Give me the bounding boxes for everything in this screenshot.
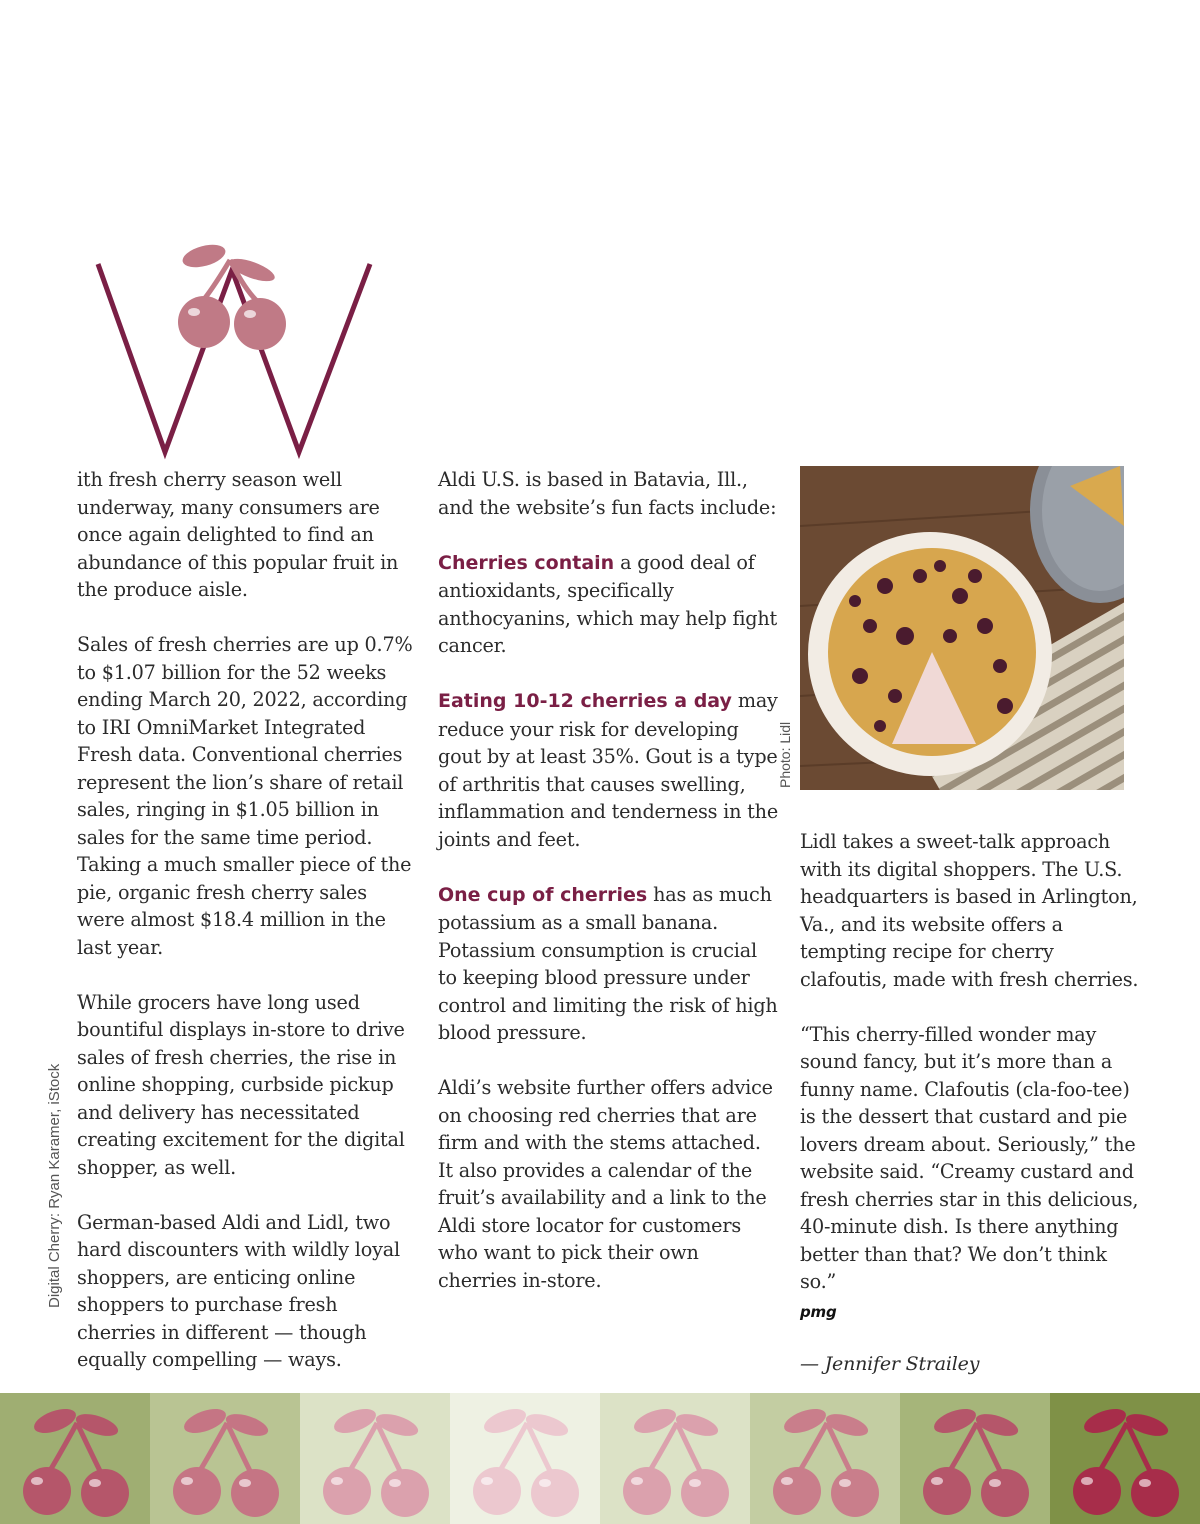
article-column-3 (800, 828, 1140, 1406)
byline: — Jennifer Strailey (800, 1352, 980, 1375)
paragraph: Sales of fresh cherries are up 0.7% to $1.07 billion for the 52 weeks ending March 20, 2022, according to IRI OmniMarket Integrated Fresh data. Conventional cherries represent the lion’s share of retail sales, ringing in $1.05 billion in sales for the same time period. Taking a much smaller piece of the pie, organic fresh cherry sales were almost $18.4 million in the last year. (77, 633, 413, 959)
fact-lead: Eating 10-12 cherries a day (438, 690, 732, 712)
fact-item (438, 549, 780, 660)
cherry-tile (300, 1393, 450, 1524)
clafoutis-photo (800, 466, 1124, 790)
cherry-icon (178, 241, 286, 350)
fact-lead: One cup of cherries (438, 883, 648, 906)
paragraph: While grocers have long used bountiful displays in-store to drive sales of fresh cherries, the rise in online shopping, curbside pickup and delivery has necessitated creating excitement for the digital shopper, as well. (77, 990, 405, 1179)
cherry-tile-strip (0, 1393, 1200, 1524)
cherry-tile (450, 1393, 600, 1524)
cherry-icon (165, 1399, 285, 1519)
fact-text: a good deal of antioxidants, specifically anthocyanins, which may help fight cancer. (438, 550, 778, 657)
dropcap-w-cherry (90, 240, 380, 460)
paragraph: ith fresh cherry season well underway, many consumers are once again delighted to find an abundance of this popular fruit in the produce aisle. (77, 468, 399, 601)
article-column-1 (77, 466, 413, 1401)
cherry-tile (600, 1393, 750, 1524)
cherry-icon (915, 1399, 1035, 1519)
cherry-icon (615, 1399, 735, 1519)
dropcap-letter-w (98, 264, 370, 452)
cherry-icon (1065, 1399, 1185, 1519)
paragraph: Lidl takes a sweet-talk approach with its digital shoppers. The U.S. headquarters is based in Arlington, Va., and its website offers a tempting recipe for cherry clafoutis, made with fresh cherries. (800, 830, 1139, 991)
fact-text: has as much potassium as a small banana. Potassium consumption is crucial to keeping blood pressure under control and limiting the risk of high blood pressure. (438, 882, 778, 1044)
cherry-icon (315, 1399, 435, 1519)
paragraph: “This cherry-filled wonder may sound fancy, but it’s more than a funny name. Clafoutis (cla-foo-tee) is the dessert that custard and pie lovers dream about. Seriously,” the website said. “Creamy custard and fresh cherries star in this delicious, 40-minute dish. Is there anything better than that? We don’t think so.” (800, 1022, 1139, 1293)
cherry-tile (900, 1393, 1050, 1524)
cherry-icon (465, 1399, 585, 1519)
cherry-tile (150, 1393, 300, 1524)
cherry-icon (15, 1399, 135, 1519)
photo-credit: Photo: Lidl (777, 721, 793, 788)
paragraph: German-based Aldi and Lidl, two hard discounters with wildly loyal shoppers, are enticing online shoppers to purchase fresh cherries in different — though equally compelling — ways. (77, 1210, 400, 1371)
cherry-tile (1050, 1393, 1200, 1524)
illustration-credit: Digital Cherry: Ryan Karamer, iStock (46, 1063, 63, 1308)
cherry-icon (765, 1399, 885, 1519)
cherry-tile (750, 1393, 900, 1524)
paragraph: Aldi’s website further offers advice on choosing red cherries that are firm and with the stems attached. It also provides a calendar of the fruit’s availability and a link to the Aldi store locator for customers who want to pick their own cherries in-store. (438, 1076, 773, 1292)
fact-item (438, 687, 780, 853)
end-mark: pmg (800, 1303, 837, 1321)
article-column-2 (438, 466, 780, 1322)
fact-text: may reduce your risk for developing gout by at least 35%. Gout is a type of arthritis that causes swelling, inflammation and tenderness in the joints and feet. (438, 689, 778, 851)
cherry-tile (0, 1393, 150, 1524)
fact-item (438, 881, 780, 1047)
paragraph: Aldi U.S. is based in Batavia, Ill., and the website’s fun facts include: (438, 468, 777, 519)
fact-lead: Cherries contain (438, 551, 615, 574)
